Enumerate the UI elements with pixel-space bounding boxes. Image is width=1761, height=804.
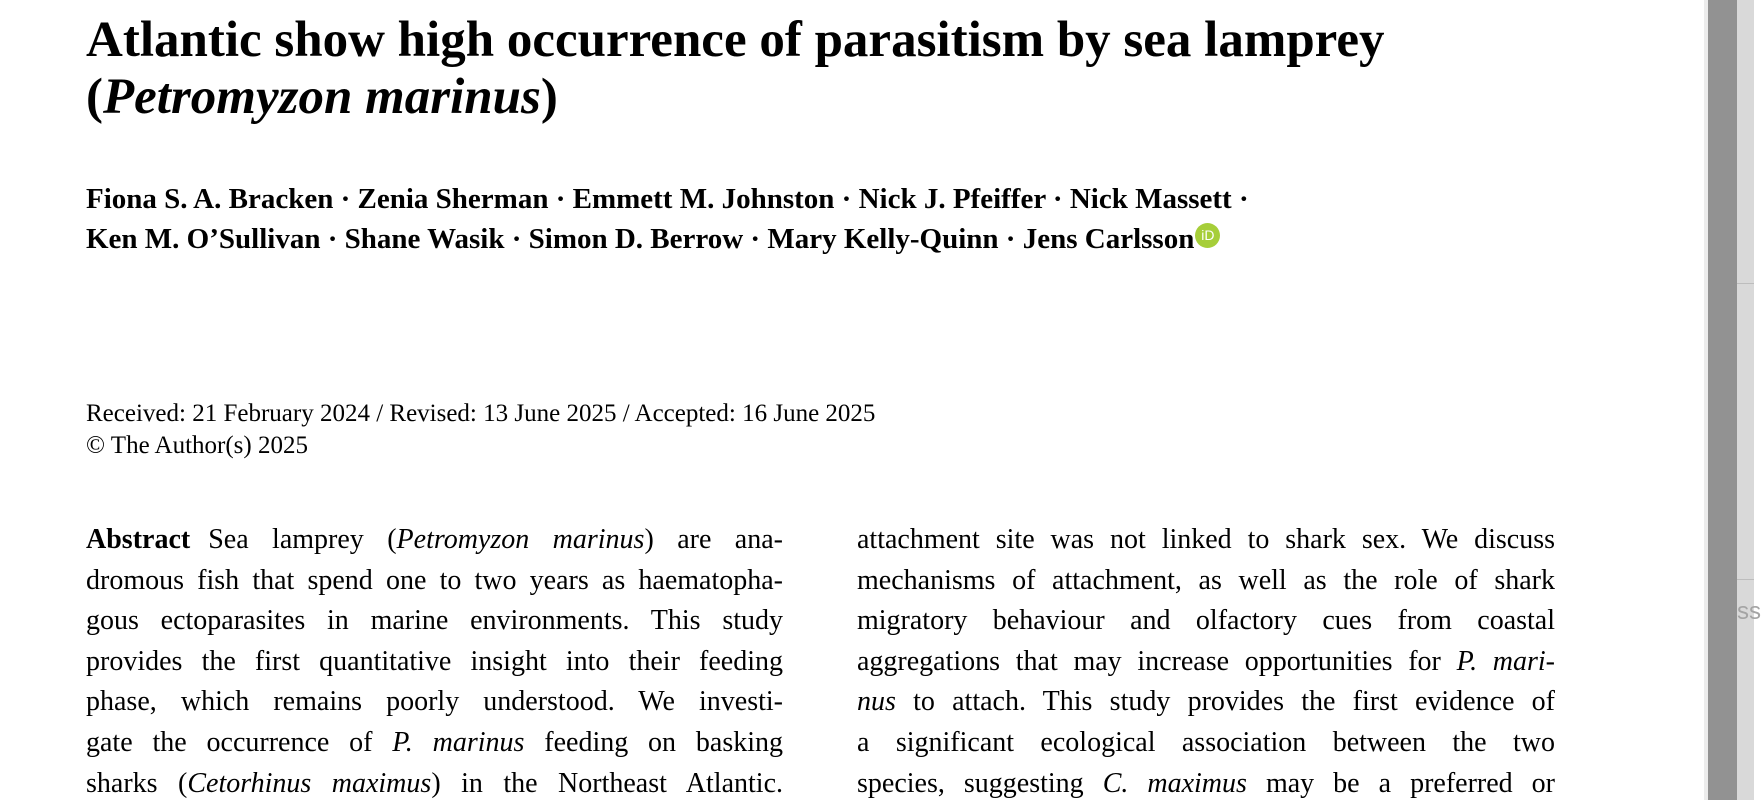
abstract-line: [86, 520, 783, 561]
text-segment: provides the first quantitative insight into their feeding: [86, 645, 783, 677]
abstract-line: [857, 723, 1555, 764]
text-segment: species, suggesting: [857, 767, 1103, 799]
abstract-line: [86, 723, 783, 764]
abstract-line: [857, 601, 1555, 642]
abstract-line: [857, 764, 1555, 804]
abstract-line: [857, 561, 1555, 602]
text-segment: ) in the Northeast Atlantic.: [431, 767, 783, 799]
panel-divider: [1737, 283, 1754, 284]
italic-term: P. mari-: [1456, 645, 1555, 677]
panel-partial-text: ss: [1737, 598, 1761, 625]
authors-line-1: Fiona S. A. Bracken · Zenia Sherman · Emmett M. Johnston · Nick J. Pfeiffer · Nick Massett ·: [86, 183, 1249, 215]
italic-term: P. marinus: [392, 726, 525, 758]
italic-term: C. maximus: [1102, 767, 1247, 799]
abstract-line: [857, 642, 1555, 683]
italic-term: Petromyzon marinus: [396, 524, 645, 555]
title-line: Atlantic show high occurrence of parasitism by sea lamprey: [86, 12, 1385, 68]
abstract-line: [857, 682, 1555, 723]
text-segment: Sea lamprey (: [208, 524, 397, 555]
abstract-right-column: [857, 520, 1555, 804]
text-segment: sharks (: [86, 767, 188, 799]
text-segment: to attach. This study provides the first evidence of: [895, 686, 1555, 718]
text-segment: gous ectoparasites in marine environments. This study: [86, 605, 783, 637]
abstract-line: [86, 561, 783, 602]
text-segment: migratory behaviour and olfactory cues from coastal: [857, 605, 1555, 637]
italic-term: Cetorhinus maximus: [187, 767, 432, 799]
text-segment: may be a preferred or: [1246, 767, 1556, 799]
abstract-heading: Abstract: [86, 524, 191, 555]
history-dates: Received: 21 February 2024 / Revised: 13 June 2025 / Accepted: 16 June 2025: [86, 400, 876, 427]
orcid-icon[interactable]: iD: [1195, 223, 1220, 248]
abstract-line: [857, 520, 1555, 561]
text-segment: dromous fish that spend one to two years as haematopha-: [86, 564, 783, 596]
abstract-line: [86, 642, 783, 683]
text-segment: a significant ecological association between the two: [857, 726, 1555, 758]
title-paren-open: (: [86, 69, 103, 125]
author-list: [86, 179, 1249, 259]
abstract-line: [86, 601, 783, 642]
abstract-line: [86, 682, 783, 723]
article-title: [86, 12, 1385, 126]
italic-term: nus: [857, 686, 896, 718]
text-segment: feeding on basking: [524, 726, 783, 758]
text-segment: mechanisms of attachment, as well as the role of shark: [857, 564, 1555, 596]
side-panel: [1737, 0, 1761, 800]
title-species: Petromyzon marinus: [102, 69, 541, 125]
panel-divider: [1737, 579, 1754, 580]
text-segment: attachment site was not linked to shark sex. We discuss: [857, 524, 1555, 555]
title-paren-close: ): [540, 69, 558, 125]
abstract-line: [86, 764, 783, 804]
authors-line-2: Ken M. O’Sullivan · Shane Wasik · Simon D. Berrow · Mary Kelly-Quinn · Jens Carlsson: [86, 223, 1195, 255]
article-dates: [86, 398, 875, 462]
copyright: © The Author(s) 2025: [86, 432, 308, 459]
text-segment: aggregations that may increase opportunities for: [857, 645, 1457, 677]
abstract-left-column: [86, 520, 783, 804]
text-segment: gate the occurrence of: [86, 726, 393, 758]
text-segment: phase, which remains poorly understood. We investi-: [86, 686, 783, 718]
scrollbar[interactable]: [1708, 0, 1737, 800]
text-segment: ) are ana-: [644, 524, 783, 555]
